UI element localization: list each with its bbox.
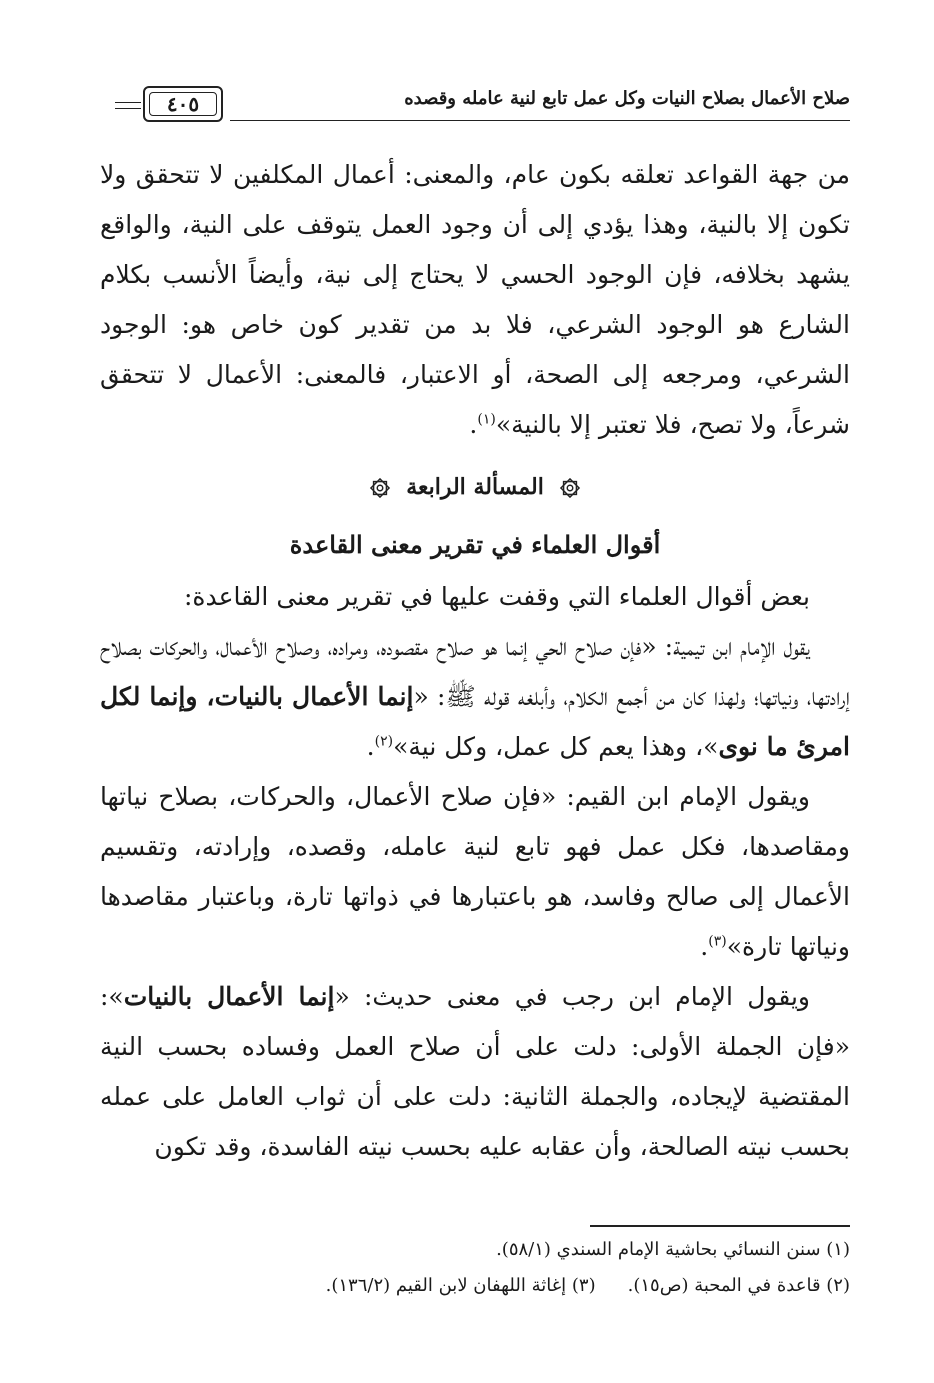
header-rule-left: [115, 102, 141, 103]
footnote-ref-1: (١): [477, 411, 496, 428]
quotes-block: [100, 572, 850, 1172]
footnote-separator: [590, 1225, 850, 1227]
section-heading: [100, 474, 850, 500]
running-header-title: صلاح الأعمال بصلاح النيات وكل عمل تابع لنية عامله وقصده: [404, 88, 850, 109]
hadith-text: إنما الأعمال بالنيات: [123, 982, 335, 1011]
paragraph-text: من جهة القواعد تعلقه بكون عام، والمعنى: أعمال المكلفين لا تتحقق ولا تكون إلا بالنية، وهذا يؤدي إلى أن وجود العمل يتوقف على النية، والواقع يشهد بخلافه، فإن الوجود الحسي لا يحتاج إلى نية، وأيضاً الأنسب بكلام الشارع هو الوجود الشرعي، فلا بد من تقدير كون خاص هو: الوجود الشرعي، ومرجعه إلى الصحة، أو الاعتبار، فالمعنى: الأعمال لا تتحقق شرعاً، ولا تصح، فلا تعتبر إلا بالنية»$^{(١)}$.: [100, 160, 850, 439]
ibn-alqayyim-quote: ويقول الإمام ابن القيم: «فإن صلاح الأعمال، والحركات، بصلاح نياتها ومقاصدها، فكل عمل فهو تابع لنية عامله، وقصده، وإرادته، وتقسيم الأعمال إلى صالح وفاسد، هو باعتبارها في ذواتها تارة، وباعتبار مقاصدها ونياتها تارة»$^{(٣)}$.: [100, 782, 850, 961]
footnote-ref-2: (٢): [374, 733, 394, 750]
intro-paragraph: بعض أقوال العلماء التي وقفت عليها في تقرير معنى القاعدة:: [183, 582, 810, 611]
footnote-line: [100, 1232, 850, 1268]
footnotes: [100, 1232, 850, 1304]
footnote-ref-3: (٣): [708, 933, 727, 950]
eight-point-star-icon: [369, 477, 391, 499]
subheading: أقوال العلماء في تقرير معنى القاعدة: [289, 530, 661, 559]
section-title: المسألة الرابعة: [406, 474, 544, 500]
page-number: ٤٠٥: [149, 92, 217, 116]
header-rule: [230, 120, 850, 121]
header-rule-left-2: [115, 108, 141, 109]
paragraph-continuation: [100, 150, 850, 450]
running-header: [105, 82, 850, 132]
eight-point-star-icon: [559, 477, 581, 499]
footnote-1: (١) سنن النسائي بحاشية الإمام السندي (٥٨/١).: [496, 1239, 850, 1260]
footnote-3: (٣) إغاثة اللهفان لابن القيم (١٣٦/٢).: [325, 1275, 596, 1296]
page-number-frame: [143, 86, 223, 122]
footnote-line: [100, 1268, 850, 1304]
footnote-2: (٢) قاعدة في المحبة (ص١٥).: [627, 1275, 850, 1296]
hadith-text: إنما الأعمال بالنيات، وإنما لكل امرئ ما نوى: [100, 682, 850, 761]
ibn-taymiyya-quote: يقول الإمام ابن تيمية: «فإن صلاح الحي إنما هو صلاح مقصوده، ومراده، وصلاح الأعمال، والحركات بصلاح إرادتها، ونياتها؛ ولهذا كان من أجمع الكلام، وأبلغه قوله ﷺ: «إنما الأعمال بالنيات، وإنما لكل امرئ ما نوى»، وهذا يعم كل عمل، وكل نية»$^{(٢)}$.: [100, 632, 850, 761]
ibn-rajab-quote: ويقول الإمام ابن رجب في معنى حديث: «إنما الأعمال بالنيات»: «فإن الجملة الأولى: دلت على أن صلاح العمل وفساده بحسب النية المقتضية لإيجاده، والجملة الثانية: دلت على أن ثواب العامل على عمله بحسب نيته الصالحة، وأن عقابه عليه بحسب نيته الفاسدة، وقد تكون: [100, 982, 850, 1161]
